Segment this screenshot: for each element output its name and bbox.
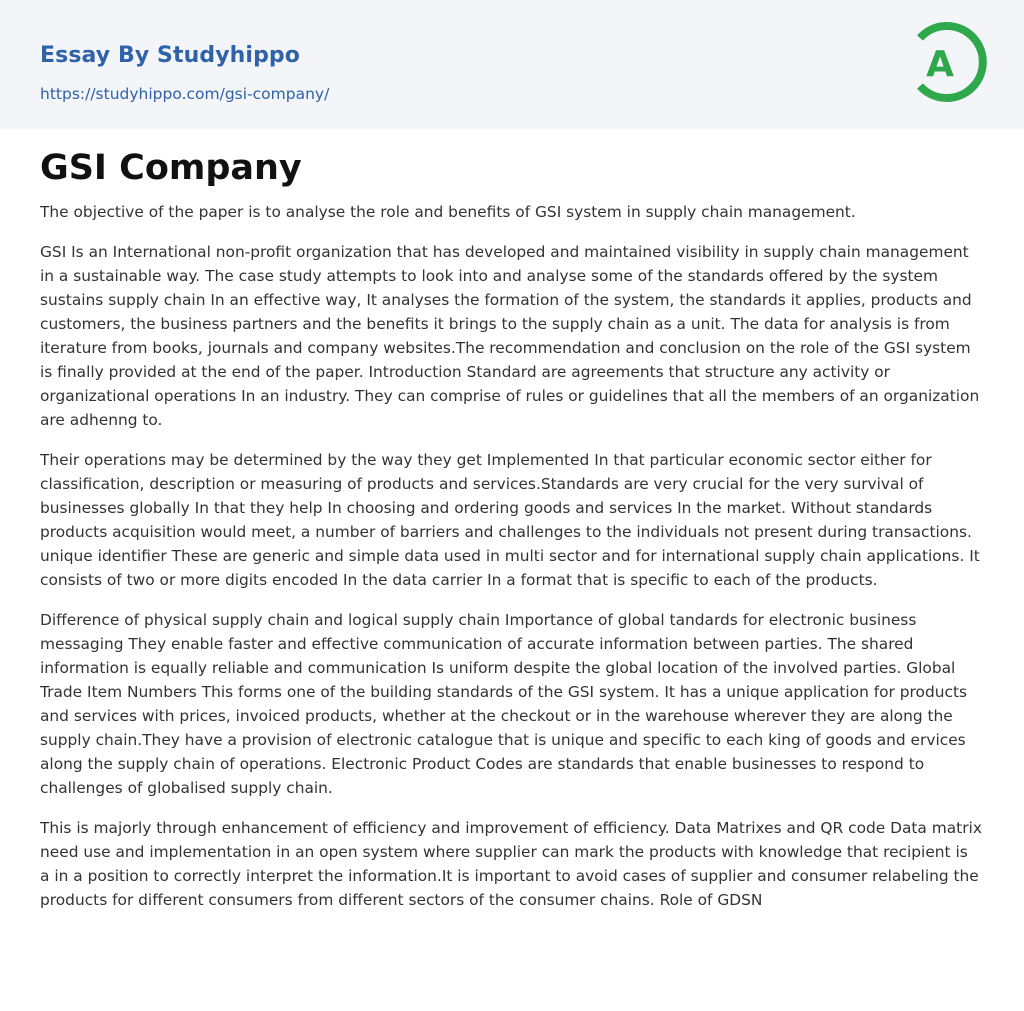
logo-letter: A xyxy=(926,44,954,85)
essay-paragraph: GSI Is an International non-profit organization that has developed and maintained visibility in supply chain management in a sustainable way. The case study attempts to look into and analyse some of the standards offered by the system sustains supply chain In an effective way, It analyses the formation of the system, the standards it applies, products and customers, the business partners and the benefits it brings to the supply chain as a unit. The data for analysis is from iterature from books, journals and company websites.The recommendation and conclusion on the role of the GSI system is finally provided at the end of the paper. Introduction Standard are agreements that structure any activity or organizational operations In an industry. They can comprise of rules or guidelines that all the members of an organization are adhenng to. xyxy=(40,243,980,429)
essay-paragraph: The objective of the paper is to analyse the role and benefits of GSI system in supply chain management. xyxy=(40,203,856,221)
essay-url-link[interactable]: https://studyhippo.com/gsi-company/ xyxy=(40,85,330,103)
essay-title: GSI Company xyxy=(40,148,302,188)
essay-content xyxy=(0,129,1024,912)
studyhippo-logo-icon[interactable] xyxy=(910,18,988,106)
essay-paragraph: This is majorly through enhancement of efficiency and improvement of efficiency. Data Matrixes and QR code Data matrix need use and implementation in an open system where supplier can mark the products with knowledge that recipient is a in a position to correctly interpret the information.It is important to avoid cases of supplier and consumer relabeling the products for different consumers from different sectors of the consumer chains. Role of GDSN xyxy=(40,819,982,909)
essay-paragraph: Difference of physical supply chain and logical supply chain Importance of global tandards for electronic business messaging They enable faster and effective communication of accurate information between parties. The shared information is equally reliable and communication Is uniform despite the global location of the involved parties. Global Trade Item Numbers This forms one of the building standards of the GSI system. It has a unique application for products and services with prices, invoiced products, whether at the checkout or in the warehouse wherever they are along the supply chain.They have a provision of electronic catalogue that is unique and specific to each king of goods and ervices along the supply chain of operations. Electronic Product Codes are standards that enable businesses to respond to challenges of globalised supply chain. xyxy=(40,611,967,797)
essay-paragraph: Their operations may be determined by the way they get Implemented In that particular economic sector either for classification, description or measuring of products and services.Standards are very crucial for the very survival of businesses globally In that they help In choosing and ordering goods and services In the market. Without standards products acquisition would meet, a number of barriers and challenges to the individuals not present during transactions. unique identifier These are generic and simple data used in multi sector and for international supply chain applications. It consists of two or more digits encoded In the data carrier In a format that is specific to each of the products. xyxy=(40,451,980,589)
site-header xyxy=(0,0,1024,129)
site-title[interactable]: Essay By Studyhippo xyxy=(40,43,300,68)
